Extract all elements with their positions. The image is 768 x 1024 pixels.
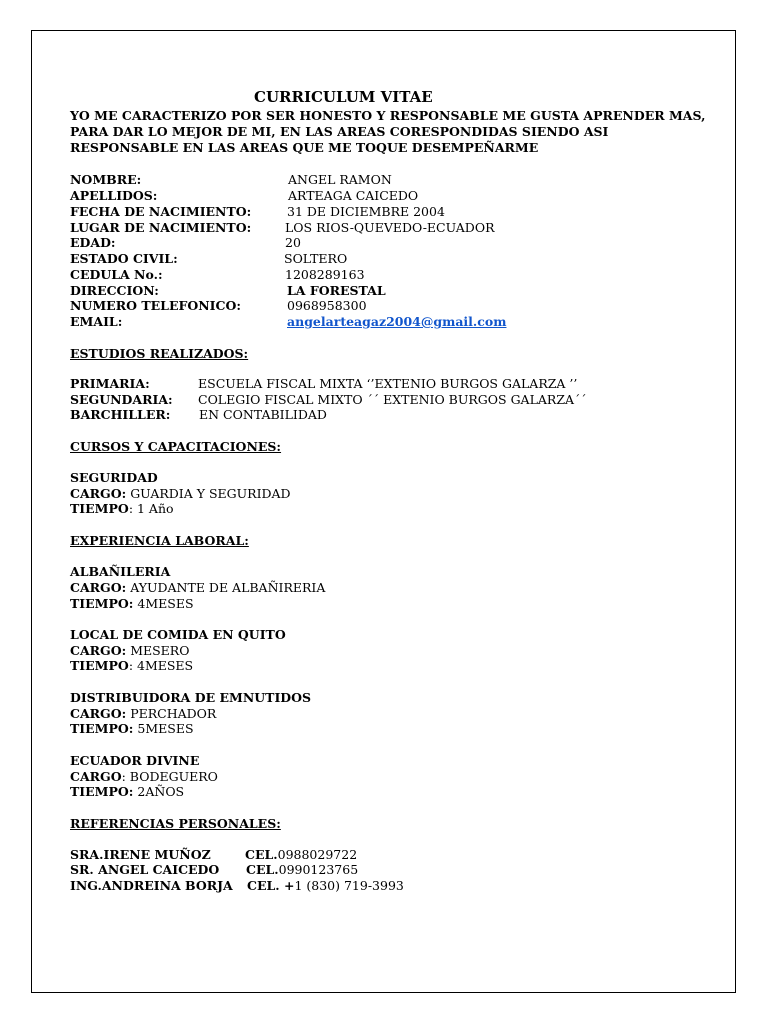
cargo-value: MESERO: [126, 643, 190, 658]
tiempo-label: TIEMPO:: [70, 596, 134, 611]
reference-name: SRA.IRENE MUÑOZ: [70, 847, 211, 862]
label-barchiller: BARCHILLER:: [70, 407, 171, 422]
cargo-label: CARGO:: [70, 643, 127, 658]
label-primaria: PRIMARIA:: [70, 376, 150, 391]
label-segundaria: SEGUNDARIA:: [70, 392, 173, 407]
cel-label: CEL.: [246, 862, 279, 877]
course-name: SEGURIDAD: [70, 470, 158, 485]
course-cargo: [70, 486, 291, 502]
cargo-label: CARGO:: [70, 580, 127, 595]
job-cargo: [70, 643, 189, 659]
label-email: EMAIL:: [70, 314, 123, 329]
cargo-label: CARGO:: [70, 706, 127, 721]
label-nombre: NOMBRE:: [70, 172, 142, 187]
document-title: CURRICULUM VITAE: [254, 88, 433, 106]
reference-cel: [246, 862, 358, 878]
label-cedula: CEDULA No.:: [70, 267, 163, 282]
reference-name: ING.ANDREINA BORJA: [70, 878, 233, 893]
job-name: LOCAL DE COMIDA EN QUITO: [70, 627, 286, 642]
cel-value: 1 (830) 719-3993: [294, 878, 404, 893]
value-telefono: 0968958300: [287, 298, 367, 313]
job-tiempo: [70, 784, 184, 800]
job-cargo: [70, 580, 325, 596]
reference-cel: [245, 847, 357, 863]
value-direccion: LA FORESTAL: [287, 283, 386, 298]
label-fecha-nacimiento: FECHA DE NACIMIENTO:: [70, 204, 252, 219]
label-apellidos: APELLIDOS:: [70, 188, 158, 203]
tiempo-label: TIEMPO: [70, 658, 129, 673]
references-heading: REFERENCIAS PERSONALES:: [70, 816, 281, 831]
value-estado-civil: SOLTERO: [284, 251, 348, 266]
tiempo-label: TIEMPO: [70, 501, 129, 516]
job-name: DISTRIBUIDORA DE EMNUTIDOS: [70, 690, 312, 705]
job-cargo: [70, 769, 218, 785]
tiempo-value: 5MESES: [133, 721, 194, 736]
value-barchiller: EN CONTABILIDAD: [199, 407, 327, 422]
cel-value: 0988029722: [277, 847, 358, 862]
tiempo-label: TIEMPO:: [70, 721, 134, 736]
intro-paragraph: YO ME CARACTERIZO POR SER HONESTO Y RESPONSABLE ME GUSTA APRENDER MAS, PARA DAR LO MEJOR DE MI, EN LAS AREAS CORESPONDIDAS SIENDO ASI RESPONSABLE EN LAS AREAS QUE ME TOQUE DESEMPEÑARME: [70, 108, 706, 155]
tiempo-value: : 1 Año: [128, 501, 174, 516]
value-cedula: 1208289163: [285, 267, 365, 282]
job-tiempo: [70, 658, 193, 674]
reference-name: SR. ANGEL CAICEDO: [70, 862, 220, 877]
value-apellidos: ARTEAGA CAICEDO: [288, 188, 419, 203]
cargo-label: CARGO:: [70, 486, 127, 501]
job-tiempo: [70, 596, 194, 612]
cel-label: CEL. +: [247, 878, 295, 893]
cargo-value: AYUDANTE DE ALBAÑIRERIA: [126, 580, 326, 595]
cel-value: 0990123765: [278, 862, 359, 877]
tiempo-label: TIEMPO:: [70, 784, 134, 799]
courses-heading: CURSOS Y CAPACITACIONES:: [70, 439, 282, 454]
label-direccion: DIRECCION:: [70, 283, 159, 298]
job-tiempo: [70, 721, 194, 737]
email-link[interactable]: angelarteagaz2004@gmail.com: [287, 314, 507, 329]
value-edad: 20: [285, 235, 301, 250]
cel-label: CEL.: [245, 847, 278, 862]
label-lugar-nacimiento: LUGAR DE NACIMIENTO:: [70, 220, 252, 235]
job-name: ALBAÑILERIA: [70, 564, 171, 579]
tiempo-value: 2AÑOS: [133, 784, 185, 799]
studies-heading: ESTUDIOS REALIZADOS:: [70, 346, 249, 361]
value-lugar-nacimiento: LOS RIOS-QUEVEDO-ECUADOR: [285, 220, 495, 235]
label-telefono: NUMERO TELEFONICO:: [70, 298, 241, 313]
course-tiempo: [70, 501, 174, 517]
job-name: ECUADOR DIVINE: [70, 753, 200, 768]
job-cargo: [70, 706, 216, 722]
experience-heading: EXPERIENCIA LABORAL:: [70, 533, 249, 548]
label-edad: EDAD:: [70, 235, 116, 250]
reference-cel: [247, 878, 404, 894]
cargo-label: CARGO: [70, 769, 122, 784]
cargo-value: GUARDIA Y SEGURIDAD: [126, 486, 291, 501]
cargo-value: PERCHADOR: [126, 706, 217, 721]
cargo-value: : BODEGUERO: [121, 769, 218, 784]
tiempo-value: 4MESES: [133, 596, 194, 611]
value-fecha-nacimiento: 31 DE DICIEMBRE 2004: [287, 204, 445, 219]
value-nombre: ANGEL RAMON: [288, 172, 392, 187]
value-primaria: ESCUELA FISCAL MIXTA ‘’EXTENIO BURGOS GALARZA ’’: [198, 376, 578, 391]
tiempo-value: : 4MESES: [128, 658, 194, 673]
label-estado-civil: ESTADO CIVIL:: [70, 251, 178, 266]
value-segundaria: COLEGIO FISCAL MIXTO ´´ EXTENIO BURGOS GALARZA´´: [198, 392, 587, 407]
